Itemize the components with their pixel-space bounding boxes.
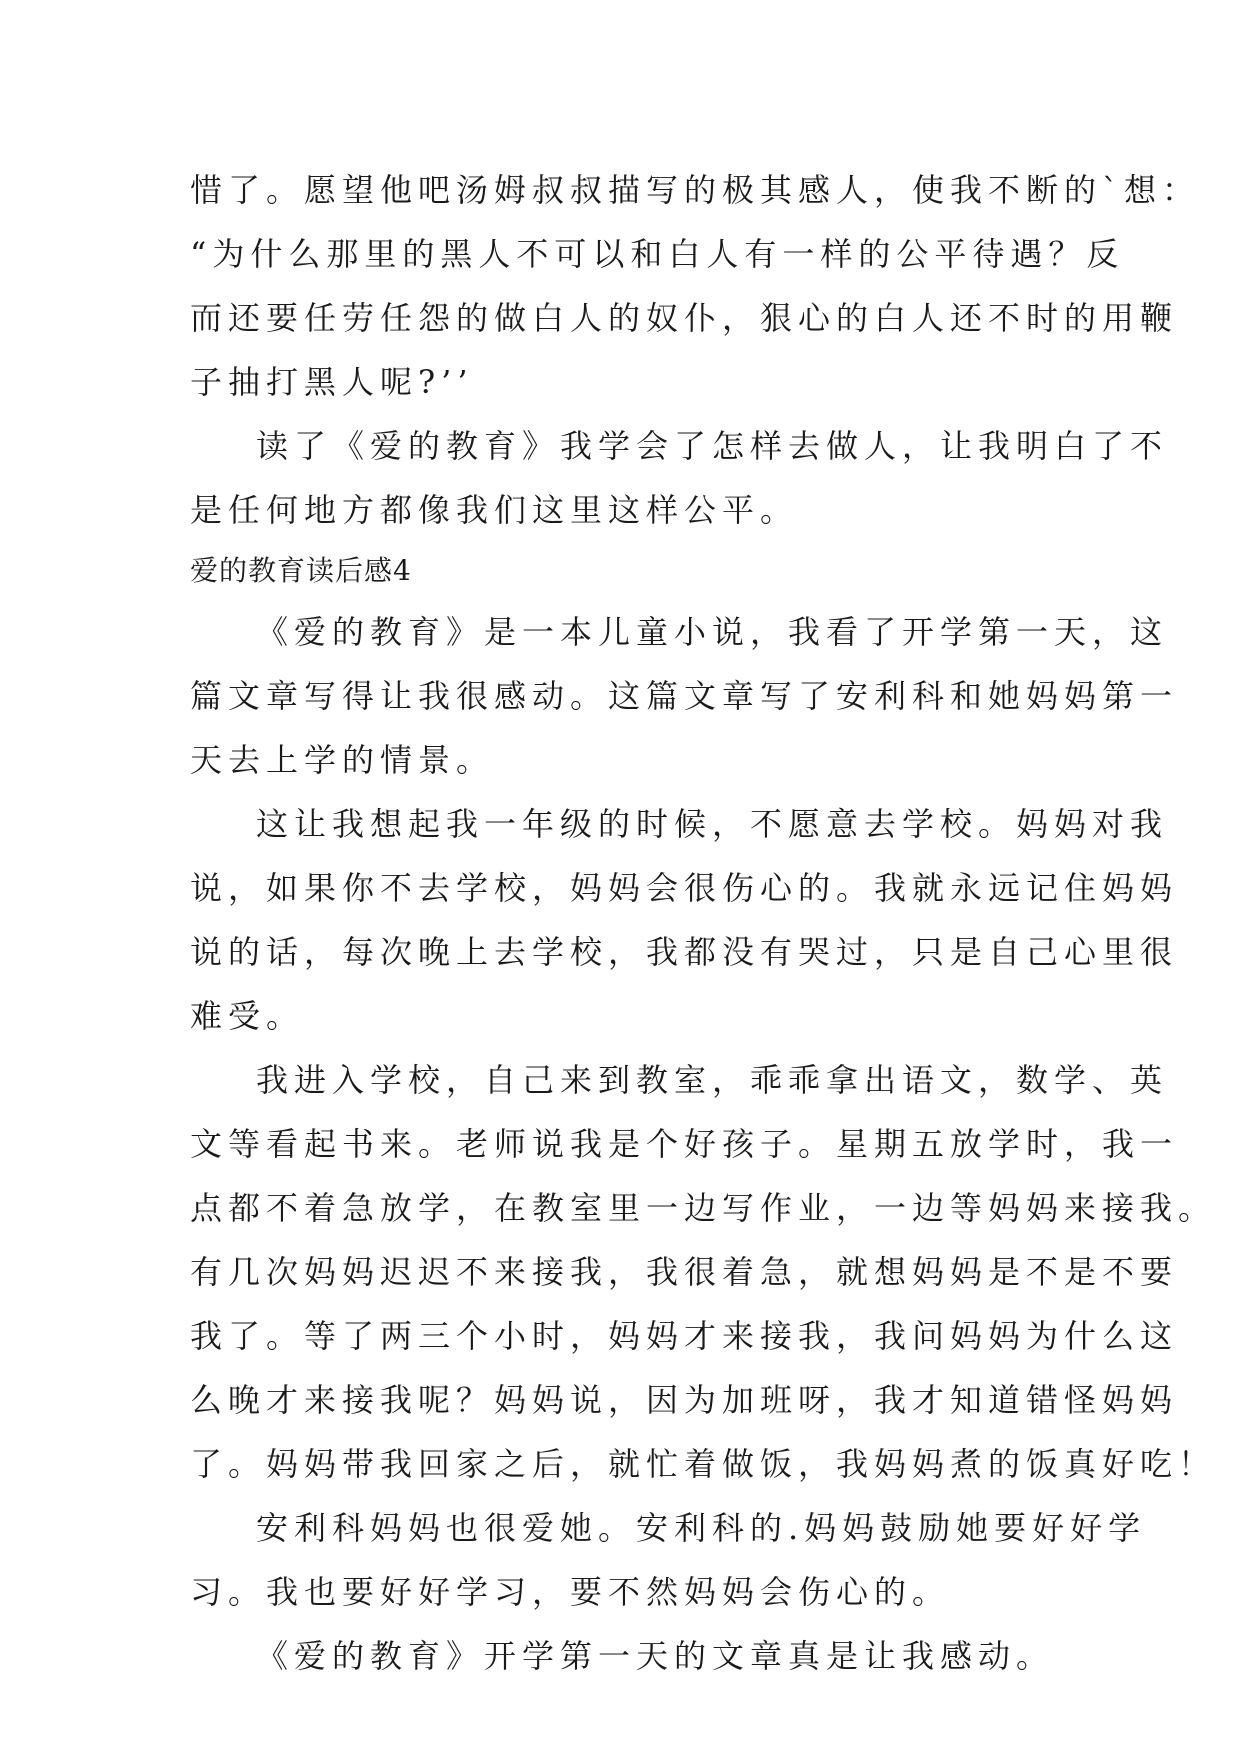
text-line: 篇文章写得让我很感动。这篇文章写了安利科和她妈妈第一: [190, 677, 1179, 715]
text-line: 了。妈妈带我回家之后，就忙着做饭，我妈妈煮的饭真好吃！: [190, 1445, 1217, 1483]
text-line: 有几次妈妈迟迟不来接我，我很着急，就想妈妈是不是不要: [190, 1253, 1179, 1291]
text-line: 子抽打黑人呢?’’: [190, 363, 474, 401]
text-line: 惜了。愿望他吧汤姆叔叔描写的极其感人，使我不断的`想：: [190, 171, 1201, 209]
text-line: “为什么那里的黑人不可以和白人有一样的公平待遇？反: [190, 235, 1125, 273]
text-line: 习。我也要好好学习，要不然妈妈会伤心的。: [190, 1573, 951, 1611]
text-line: 么晚才来接我呢？妈妈说，因为加班呀，我才知道错怪妈妈: [190, 1381, 1179, 1419]
section-heading: 爱的教育读后感4: [190, 554, 412, 587]
text-line: 读了《爱的教育》我学会了怎样去做人，让我明白了不: [256, 427, 1169, 465]
text-line: 《爱的教育》是一本儿童小说，我看了开学第一天，这: [256, 613, 1169, 651]
text-line: 而还要任劳任怨的做白人的奴仆，狠心的白人还不时的用鞭: [190, 299, 1179, 337]
text-line: 文等看起书来。老师说我是个好孩子。星期五放学时，我一: [190, 1125, 1179, 1163]
text-line: 难受。: [190, 997, 305, 1035]
text-line: 说，如果你不去学校，妈妈会很伤心的。我就永远记住妈妈: [190, 869, 1179, 907]
document-page: [190, 158, 1217, 1688]
text-line: 说的话，每次晚上去学校，我都没有哭过，只是自己心里很: [190, 933, 1179, 971]
text-line: 是任何地方都像我们这里这样公平。: [190, 491, 799, 529]
text-line: 这让我想起我一年级的时候，不愿意去学校。妈妈对我: [256, 805, 1169, 843]
text-line: 《爱的教育》开学第一天的文章真是让我感动。: [256, 1637, 1055, 1675]
text-line: 我了。等了两三个小时，妈妈才来接我，我问妈妈为什么这: [190, 1317, 1179, 1355]
text-line: 天去上学的情景。: [190, 741, 495, 779]
text-line: 点都不着急放学，在教室里一边写作业，一边等妈妈来接我。: [190, 1189, 1217, 1227]
text-line: 安利科妈妈也很爱她。安利科的.妈妈鼓励她要好好学: [256, 1509, 1147, 1547]
text-line: 我进入学校，自己来到教室，乖乖拿出语文，数学、英: [256, 1061, 1169, 1099]
